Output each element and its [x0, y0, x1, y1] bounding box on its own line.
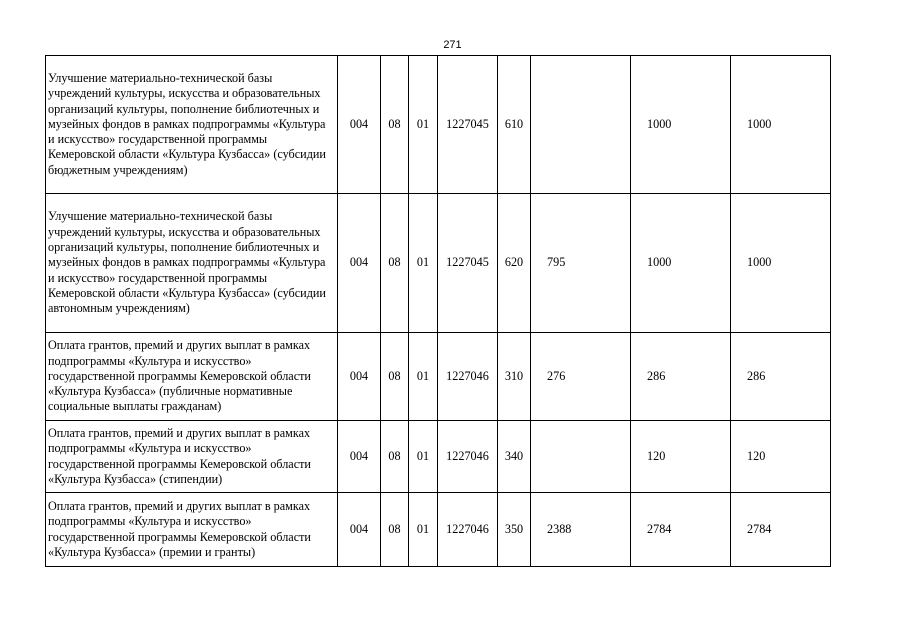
- expense-type-code: 620: [498, 194, 531, 333]
- ministry-code: 004: [338, 194, 381, 333]
- amount-year-1: 795: [531, 194, 631, 333]
- amount-year-2: 1000: [631, 194, 731, 333]
- row-description: Оплата грантов, премий и других выплат в рамках подпрограммы «Культура и искусство» государственной программы Кемеровской области «Культура Кузбасса» (стипендии): [46, 421, 338, 493]
- subsection-code: 01: [409, 56, 438, 194]
- table-row: [46, 421, 831, 493]
- section-code: 08: [381, 194, 409, 333]
- target-article-code: 1227046: [438, 333, 498, 421]
- amount-year-1: [531, 421, 631, 493]
- row-description: Оплата грантов, премий и других выплат в рамках подпрограммы «Культура и искусство» государственной программы Кемеровской области «Культура Кузбасса» (публичные нормативные социальные выплаты гражданам): [46, 333, 338, 421]
- amount-year-3: 286: [731, 333, 831, 421]
- amount-year-1: 276: [531, 333, 631, 421]
- subsection-code: 01: [409, 421, 438, 493]
- target-article-code: 1227045: [438, 194, 498, 333]
- table-row: [46, 493, 831, 567]
- ministry-code: 004: [338, 56, 381, 194]
- target-article-code: 1227046: [438, 493, 498, 567]
- table-row: [46, 56, 831, 194]
- amount-year-3: 1000: [731, 194, 831, 333]
- ministry-code: 004: [338, 333, 381, 421]
- amount-year-2: 286: [631, 333, 731, 421]
- subsection-code: 01: [409, 493, 438, 567]
- amount-year-3: 1000: [731, 56, 831, 194]
- amount-year-3: 120: [731, 421, 831, 493]
- target-article-code: 1227045: [438, 56, 498, 194]
- budget-table: [45, 55, 831, 567]
- expense-type-code: 350: [498, 493, 531, 567]
- amount-year-1: 2388: [531, 493, 631, 567]
- amount-year-3: 2784: [731, 493, 831, 567]
- row-description: Улучшение материально-технической базы учреждений культуры, искусства и образовательных организаций культуры, пополнение библиотечных и музейных фондов в рамках подпрограммы «Культура и искусство» государственной программы Кемеровской области «Культура Кузбасса» (субсидии бюджетным учреждениям): [46, 56, 338, 194]
- table-row: [46, 333, 831, 421]
- amount-year-2: 120: [631, 421, 731, 493]
- expense-type-code: 340: [498, 421, 531, 493]
- section-code: 08: [381, 56, 409, 194]
- target-article-code: 1227046: [438, 421, 498, 493]
- amount-year-2: 2784: [631, 493, 731, 567]
- subsection-code: 01: [409, 333, 438, 421]
- row-description: Оплата грантов, премий и других выплат в рамках подпрограммы «Культура и искусство» государственной программы Кемеровской области «Культура Кузбасса» (премии и гранты): [46, 493, 338, 567]
- amount-year-1: [531, 56, 631, 194]
- page-number: 271: [443, 39, 462, 51]
- section-code: 08: [381, 333, 409, 421]
- expense-type-code: 310: [498, 333, 531, 421]
- section-code: 08: [381, 421, 409, 493]
- row-description: Улучшение материально-технической базы учреждений культуры, искусства и образовательных организаций культуры, пополнение библиотечных и музейных фондов в рамках подпрограммы «Культура и искусство» государственной программы Кемеровской области «Культура Кузбасса» (субсидии автономным учреждениям): [46, 194, 338, 333]
- ministry-code: 004: [338, 421, 381, 493]
- table-row: [46, 194, 831, 333]
- subsection-code: 01: [409, 194, 438, 333]
- expense-type-code: 610: [498, 56, 531, 194]
- section-code: 08: [381, 493, 409, 567]
- ministry-code: 004: [338, 493, 381, 567]
- amount-year-2: 1000: [631, 56, 731, 194]
